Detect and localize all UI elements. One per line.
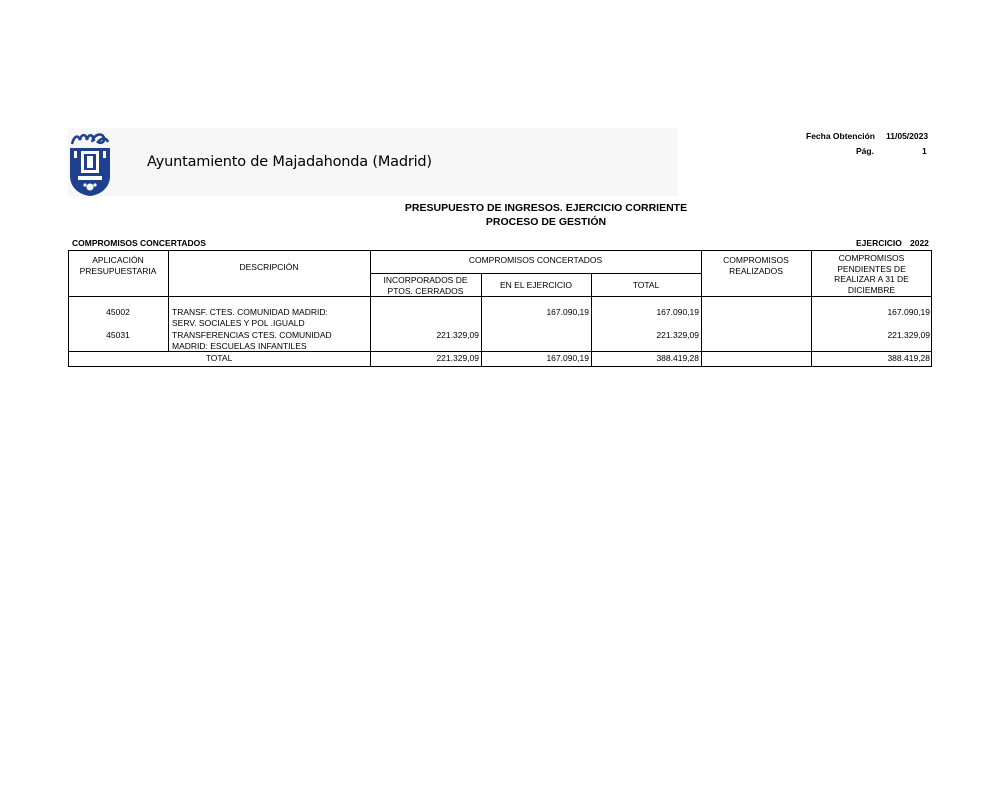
row-ejercicio: 167.090,19 (546, 307, 589, 317)
totals-pendientes: 388.419,28 (887, 353, 930, 363)
row-descripcion-line1: TRANSF. CTES. COMUNIDAD MADRID: (172, 307, 328, 317)
header-incorporados (370, 275, 481, 297)
fecha-label: Fecha Obtención (806, 131, 875, 141)
header-aplicacion-line1: APLICACIÓN (92, 255, 144, 265)
row-pendientes: 221.329,09 (887, 330, 930, 340)
ejercicio-value: 2022 (910, 238, 929, 248)
organization-name: Ayuntamiento de Majadahonda (Madrid) (147, 154, 432, 170)
row-incorporados: 221.329,09 (436, 330, 479, 340)
header-pendientes-line2: PENDIENTES DE (837, 263, 906, 274)
row-descripcion-line2: MADRID: ESCUELAS INFANTILES (172, 341, 307, 350)
row-descripcion-line1: TRANSFERENCIAS CTES. COMUNIDAD (172, 330, 332, 340)
header-en-el-ejercicio: EN EL EJERCICIO (500, 280, 572, 290)
totals-incorporados: 221.329,09 (436, 353, 479, 363)
fecha-value: 11/05/2023 (886, 131, 929, 141)
row-aplicacion: 45031 (106, 330, 130, 340)
totals-ejercicio: 167.090,19 (546, 353, 589, 363)
section-label: COMPROMISOS CONCERTADOS (72, 238, 206, 248)
budget-table (68, 250, 932, 367)
header-realizados (701, 255, 811, 277)
header-descripcion: DESCRIPCIÓN (239, 262, 299, 272)
ejercicio-label: EJERCICIO (856, 238, 902, 248)
header-pendientes-line3: REALIZAR A 31 DE (834, 274, 909, 284)
header-pendientes-line4: DICIEMBRE (847, 284, 896, 295)
totals-label: TOTAL (205, 353, 233, 363)
header-realizados-line2: REALIZADOS (729, 266, 783, 276)
header-realizados-line1: COMPROMISOS (723, 255, 789, 265)
row-aplicacion: 45002 (106, 307, 130, 317)
row-pendientes: 167.090,19 (887, 307, 930, 317)
row-total: 221.329,09 (656, 330, 699, 340)
row-descripcion-line2: SERV. SOCIALES Y POL .IGUALD (172, 318, 305, 328)
header-incorporados-line1: INCORPORADOS DE (383, 275, 468, 285)
totals-total: 388.419,28 (656, 353, 699, 363)
header-total: TOTAL (632, 280, 660, 290)
header-incorporados-line2: PTOS. CERRADOS (387, 286, 464, 296)
header-aplicacion-line2: PRESUPUESTARIA (79, 266, 157, 276)
header-aplicacion (68, 255, 168, 277)
page-label: Pág. (856, 146, 874, 156)
page-number: 1 (922, 146, 927, 156)
majadahonda-coat-of-arms-icon (68, 128, 112, 198)
header-pendientes-line1: COMPROMISOS (838, 253, 905, 263)
header-compromisos-concertados: COMPROMISOS CONCERTADOS (468, 255, 603, 265)
report-subtitle: PROCESO DE GESTIÓN (485, 216, 607, 228)
header-pendientes (811, 253, 932, 295)
row-total: 167.090,19 (656, 307, 699, 317)
report-title: PRESUPUESTO DE INGRESOS. EJERCICIO CORRIENTE (404, 202, 688, 214)
